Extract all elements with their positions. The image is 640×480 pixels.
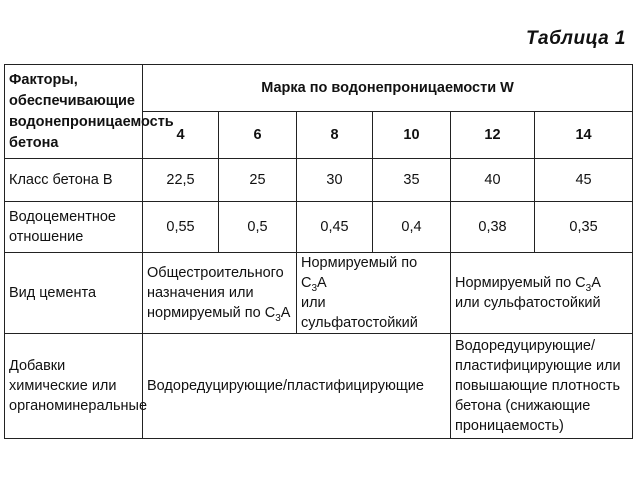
table-row: [5, 334, 633, 439]
grade-header: 12: [451, 112, 535, 159]
factors-header: Факторы, обеспечивающие водонепроницаемость бетона: [5, 65, 143, 159]
grade-header: 8: [297, 112, 373, 159]
table-cell: 0,45: [297, 202, 373, 253]
watertightness-table: [4, 64, 633, 439]
grade-header: 4: [143, 112, 219, 159]
subscript: 3: [311, 282, 318, 294]
table-cell: 0,5: [219, 202, 297, 253]
table-cell: 40: [451, 159, 535, 202]
row-label-additives: Добавки химические или органоминеральные: [5, 334, 143, 439]
table-cell: 0,55: [143, 202, 219, 253]
table-cell: 22,5: [143, 159, 219, 202]
table-row: [5, 159, 633, 202]
table-caption: Таблица 1: [525, 28, 626, 49]
subscript: 3: [585, 282, 592, 294]
table-cell: Водоредуцирующие/пластифицирующие: [143, 334, 451, 439]
grade-header: 10: [373, 112, 451, 159]
table-cell: 0,4: [373, 202, 451, 253]
table-cell: Водоредуцирующие/пластифицирующие или повышающие плотность бетона (снижающие проницаемость): [451, 334, 633, 439]
table-cell: 45: [535, 159, 633, 202]
table-cell: 35: [373, 159, 451, 202]
cell-text: A: [591, 275, 601, 291]
table-cell: 0,35: [535, 202, 633, 253]
cell-text: Нормируемый по C: [455, 275, 586, 291]
row-label-water-cement-ratio: Водоцементное отношение: [5, 202, 143, 253]
row-label-cement-type: Вид цемента: [5, 253, 143, 334]
subscript: 3: [275, 312, 281, 324]
table-cell: [451, 253, 633, 334]
cell-text: Общестроительного назначения или нормируемый по C: [147, 265, 284, 321]
row-label-concrete-class: Класс бетона В: [5, 159, 143, 202]
table-row: [5, 202, 633, 253]
cell-text: A: [317, 275, 327, 291]
table-cell: 0,38: [451, 202, 535, 253]
table-cell: [143, 253, 297, 334]
grade-header: 6: [219, 112, 297, 159]
table-row: [5, 253, 633, 334]
watertightness-mark-header: Марка по водонепроницаемости W: [143, 65, 633, 112]
cell-text: или сульфатостойкий: [301, 295, 418, 331]
cell-text: или сульфатостойкий: [455, 295, 601, 311]
table-cell: [297, 253, 451, 334]
grade-header: 14: [535, 112, 633, 159]
cell-text: Нормируемый по C: [301, 255, 418, 291]
table-cell: 30: [297, 159, 373, 202]
cell-text: A: [280, 305, 291, 321]
table-cell: 25: [219, 159, 297, 202]
